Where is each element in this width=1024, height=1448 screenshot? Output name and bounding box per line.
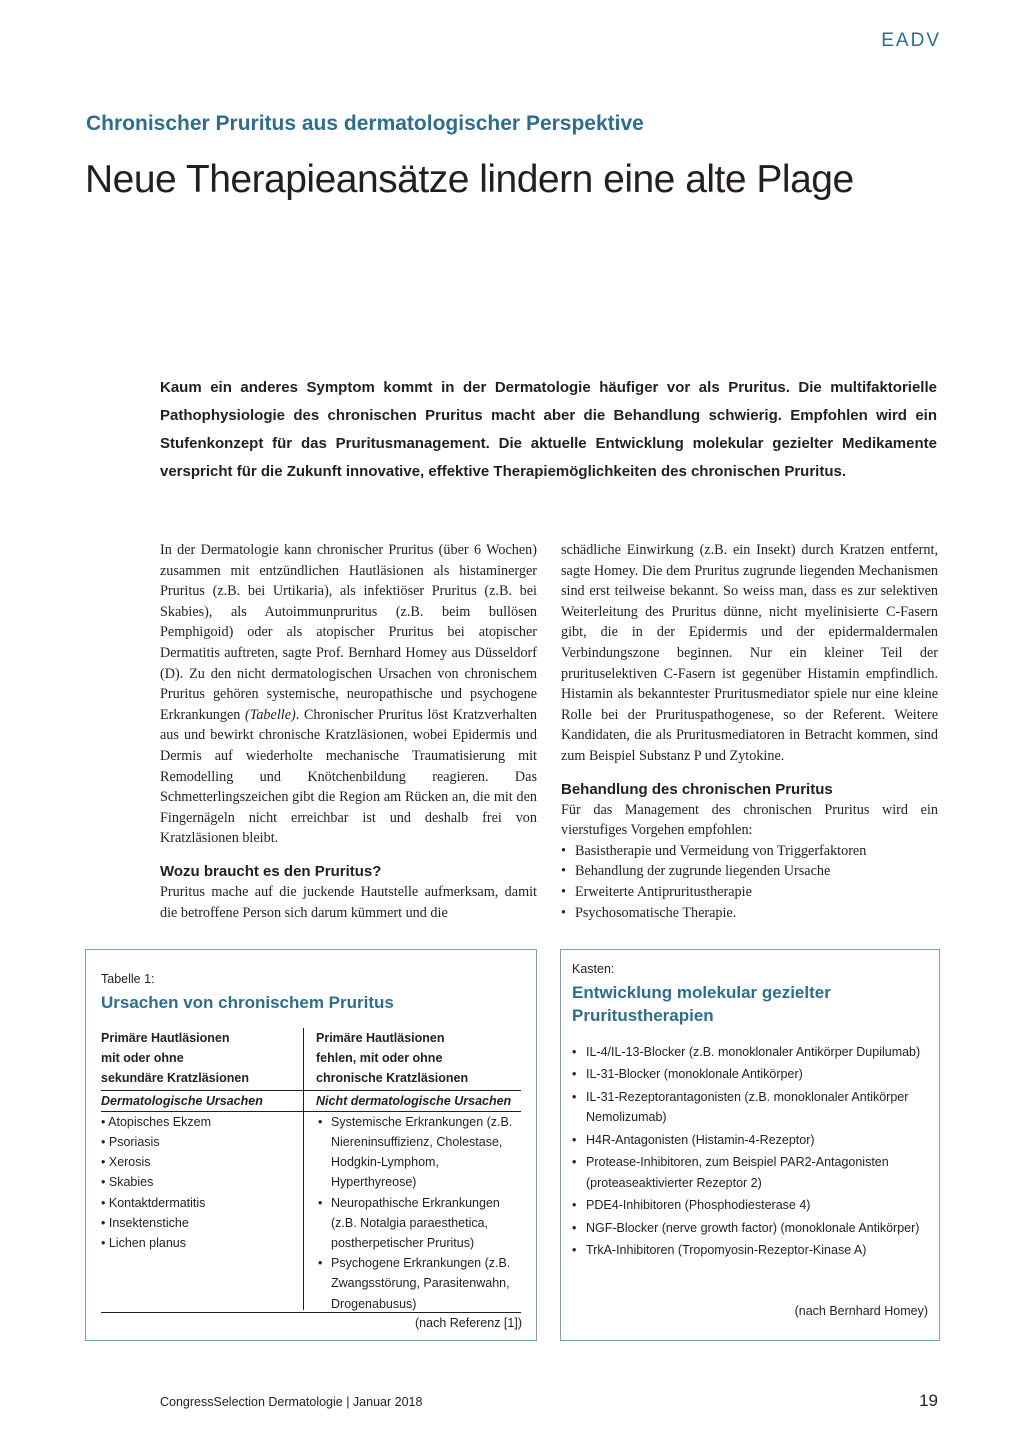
section-tag: EADV [881,30,941,51]
table-column-non-dermatological [303,1028,521,1310]
box-title: Entwicklung molekular gezielter Pruritustherapien [572,983,831,1025]
table-cell: • Xerosis [101,1152,303,1172]
table-box [85,949,537,1341]
article-kicker: Chronischer Pruritus aus dermatologischer Perspektive [86,112,644,135]
list-item: • IL-31-Rezeptorantagonisten (z.B. monoklonaler Antikörper Nemolizumab) [572,1087,930,1128]
info-box [560,949,940,1341]
box-source: (nach Bernhard Homey) [794,1304,928,1318]
table-title: Ursachen von chronischem Pruritus [101,993,394,1012]
list-item: • NGF-Blocker (nerve growth factor) (monoklonale Antikörper) [572,1218,930,1239]
footer-publication: CongressSelection Dermatologie | Januar 2018 [160,1395,423,1409]
body-paragraph: schädliche Einwirkung (z.B. ein Insekt) durch Kratzen entfernt, sagte Homey. Die dem Pruritus zugrunde liegenden Mechanismen sind erst teilweise bekannt. So weiss man, dass es zur selektiven Weiterleitung des Pruritus dünne, nicht myelinisierte C-Fasern gibt, die in der Epidermis und der epidermaldermalen Verbindungszone beginnen. Nur ein kleiner Teil der prurituselektiven C-Fasern ist gegenüber Histamin empfindlich. Histamin als bekanntester Pruritusmediator spiele nur eine kleine Rolle bei der Prurituspathogenese, so der Referent. Weitere Kandidaten, die als Pruritusmediatoren in Betracht kommen, sind zum Beispiel Substanz P und Zytokine. [561,542,938,764]
section-heading: Wozu braucht es den Pruritus? [160,862,382,880]
list-item: • H4R-Antagonisten (Histamin-4-Rezeptor) [572,1130,930,1151]
article-title: Neue Therapieansätze lindern eine alte Plage [85,158,854,201]
cause-list [101,1112,303,1253]
therapy-list [572,1042,930,1262]
cause-list [316,1112,521,1314]
list-item: • TrkA-Inhibitoren (Tropomyosin-Rezeptor-Kinase A) [572,1240,930,1261]
table-cell: • Atopisches Ekzem [101,1112,303,1132]
table-reference: (Tabelle) [245,706,296,723]
list-item: • Behandlung der zugrunde liegenden Ursache [561,861,938,882]
table-bottom-rule [101,1312,521,1313]
list-item: • Psychosomatische Therapie. [561,903,938,924]
text-run: . Chronischer Pruritus löst Kratzverhalten aus und bewirkt chronische Kratzläsionen, wobei Epidermis und Dermis auf wiederholte mechanische Traumatisierung mit Remodelling und Knötchenbildung reagieren. Das Schmetterlingszeichen gibt die Region am Rücken an, die mit den Fingernägeln nicht erreichbar ist und deshalb frei von Kratzläsionen bleibt. [160,706,537,847]
lead-paragraph: Kaum ein anderes Symptom kommt in der Dermatologie häufiger vor als Pruritus. Die multifaktorielle Pathophysiologie des chronischen Pruritus macht aber die Behandlung schwierig. Empfohlen wird ein Stufenkonzept für das Pruritusmanagement. Die aktuelle Entwicklung molekular gezielter Medikamente verspricht für die Zukunft innovative, effektive Therapiemöglichkeiten des chronischen Pruritus. [160,379,937,480]
column-subheader: Dermatologische Ursachen [101,1090,303,1112]
body-paragraph [160,540,537,849]
text-run: In der Dermatologie kann chronischer Pruritus (über 6 Wochen) zusammen mit entzündlichen Hautläsionen als histaminerger Pruritus (z.B. bei Urtikaria), als infektiöser Pruritus (z.B. bei Skabies), als Autoimmunpruritus (z.B. beim bullösen Pemphigoid) oder als atopischer Pruritus bei atopischer Dermatitis auftreten, sagte Prof. Bernhard Homey aus Düsseldorf (D). Zu den nicht dermatologischen Ursachen von chronischem Pruritus gehören systemische, neuropathische und psychogene Erkrankungen [160,542,537,723]
body-paragraph: Für das Management des chronischen Pruritus wird ein vierstufiges Vorgehen empfohlen: [561,801,938,839]
header-line: fehlen, mit oder ohne [316,1051,443,1066]
table-cell: • Psychogene Erkrankungen (z.B. Zwangsstörung, Parasitenwahn, Drogenabusus) [316,1253,521,1314]
column-header [101,1028,303,1089]
table-cell: • Psoriasis [101,1132,303,1152]
table-cell: • Neuropathische Erkrankungen (z.B. Notalgia paraesthetica, postherpetischer Pruritus) [316,1193,521,1254]
table-cell: • Skabies [101,1172,303,1192]
page-number: 19 [919,1391,938,1410]
column-header [316,1028,521,1089]
header-line: Primäre Hautläsionen [316,1031,445,1045]
table-column-dermatological [101,1028,303,1253]
header-line: chronische Kratzläsionen [316,1071,469,1086]
list-item: • Protease-Inhibitoren, zum Beispiel PAR2-Antagonisten (proteaseaktivierter Rezeptor 2) [572,1152,930,1193]
header-line: sekundäre Kratzläsionen [101,1071,249,1086]
header-line: mit oder ohne [101,1051,184,1066]
body-column-right [561,540,938,923]
body-paragraph: Pruritus mache auf die juckende Hautstelle aufmerksam, damit die betroffene Person sich darum kümmert und die [160,883,537,921]
list-item: • PDE4-Inhibitoren (Phosphodiesterase 4) [572,1195,930,1216]
table-cell: • Insektenstiche [101,1213,303,1233]
table-label: Tabelle 1: [101,972,155,986]
list-item: • IL-4/IL-13-Blocker (z.B. monoklonaler Antikörper Dupilumab) [572,1042,930,1063]
column-subheader: Nicht dermatologische Ursachen [304,1090,521,1112]
table-cell: • Systemische Erkrankungen (z.B. Niereninsuffizienz, Cholestase, Hodgkin-Lymphom, Hyperthyreose) [316,1112,521,1193]
therapy-steps-list [561,841,938,923]
list-item: • Basistherapie und Vermeidung von Triggerfaktoren [561,841,938,862]
table-cell: • Kontaktdermatitis [101,1193,303,1213]
body-column-left [160,540,537,923]
section-heading: Behandlung des chronischen Pruritus [561,780,833,798]
table-cell: • Lichen planus [101,1233,303,1253]
list-item: • Erweiterte Antipruritustherapie [561,882,938,903]
table-source: (nach Referenz [1]) [415,1316,522,1330]
box-label: Kasten: [572,962,615,976]
header-line: Primäre Hautläsionen [101,1031,230,1045]
list-item: • IL-31-Blocker (monoklonale Antikörper) [572,1064,930,1085]
